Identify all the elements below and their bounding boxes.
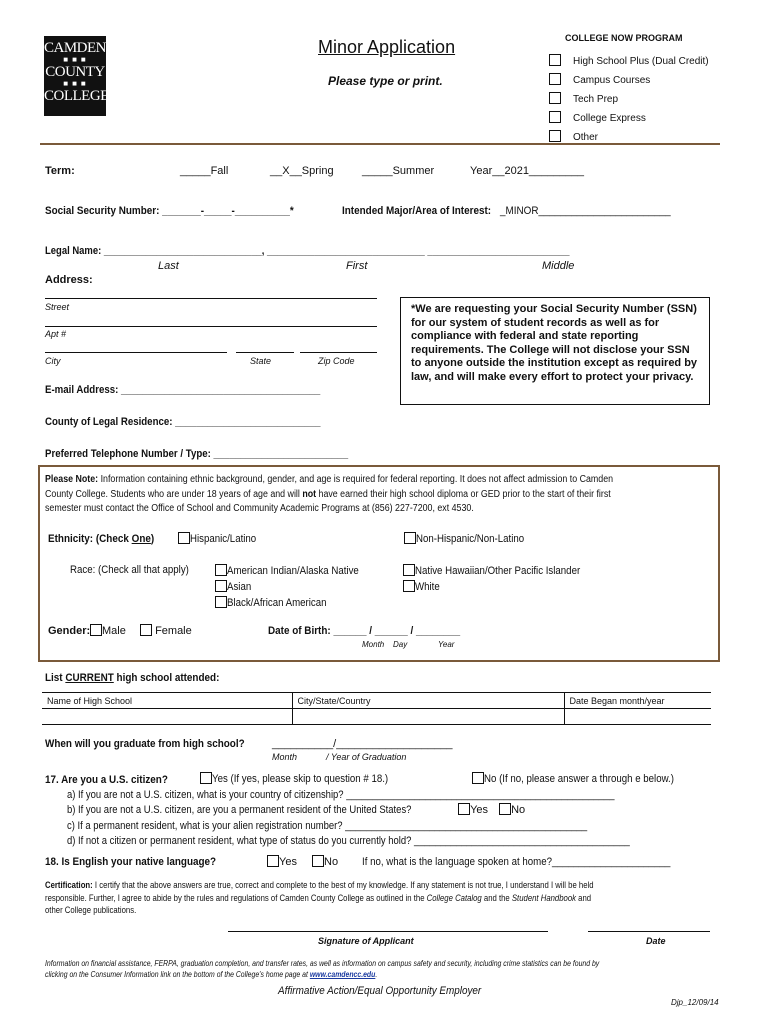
q18-yes-label: Yes <box>279 856 297 868</box>
race-options-right <box>403 563 603 595</box>
graduate-year-caption: / Year of Graduation <box>326 752 407 762</box>
hs-city-cell[interactable] <box>292 709 564 725</box>
q17-d-field[interactable]: d) If not a citizen or permanent resident, what type of status do you currently hold? _________________________________________ <box>67 835 630 847</box>
column-header: City/State/Country <box>292 693 564 709</box>
race-option-label: Asian <box>227 581 252 593</box>
graduate-question: When will you graduate from high school? <box>45 738 245 750</box>
graduate-month-caption: Month <box>272 752 298 762</box>
dob-year-caption: Year <box>438 640 455 649</box>
note-text-2a: County College. Students who are under 18 years of age and will <box>45 488 300 500</box>
ethnicity-label-text: Ethnicity: (Check <box>48 533 129 545</box>
checkbox[interactable] <box>549 111 561 123</box>
form-title: Minor Application <box>318 37 456 57</box>
zip-caption: Zip Code <box>318 356 355 366</box>
program-option[interactable] <box>549 89 709 108</box>
county-field[interactable]: County of Legal Residence: ___________________________ <box>45 416 321 428</box>
q17-b-no-checkbox[interactable] <box>499 803 511 815</box>
note-text-2b: not <box>302 488 317 500</box>
major-label: Intended Major/Area of Interest: <box>342 205 492 217</box>
male-label: Male <box>102 625 126 637</box>
checkbox[interactable] <box>178 532 190 544</box>
high-school-heading <box>45 672 219 684</box>
college-website-link[interactable]: www.camdencc.edu <box>309 970 376 979</box>
checkbox[interactable] <box>215 596 227 608</box>
checkbox[interactable] <box>549 92 561 104</box>
table-row <box>42 709 711 725</box>
hs-date-cell[interactable] <box>564 709 711 725</box>
dob-day-caption: Day <box>393 640 408 649</box>
certification-and-2: and <box>578 892 592 903</box>
note-label: Please Note: <box>45 474 99 485</box>
ssn-notice: *We are requesting your Social Security Number (SSN) for our system of student records as well as for compliance with federal and state reporting requirements. The College will not disclose your SSN to anyone outside the institution except as required by law, and will make every effort to protect your privacy. <box>400 297 710 405</box>
checkbox[interactable] <box>312 855 324 867</box>
city-line[interactable] <box>45 352 227 353</box>
q17-no-label: No (If no, please answer a through e below.) <box>484 773 674 785</box>
certification-and: and the <box>483 892 510 903</box>
dob-month-caption: Month <box>362 640 385 649</box>
footer-info <box>45 958 716 980</box>
q18-followup-field[interactable]: If no, what is the language spoken at home?______________________ <box>362 856 671 868</box>
form-subtitle: Please type or print. <box>328 74 443 88</box>
term-fall[interactable]: _____Fall <box>180 165 229 177</box>
apt-line[interactable] <box>45 326 377 327</box>
street-caption: Street <box>45 302 70 312</box>
race-options-left <box>215 563 377 611</box>
checkbox[interactable] <box>404 532 416 544</box>
certification-label: Certification: <box>45 880 93 890</box>
q17-b-no-label: No <box>511 804 526 816</box>
q18-no-label: No <box>324 856 339 868</box>
checkbox[interactable] <box>403 580 415 592</box>
dob-field[interactable]: Date of Birth: ______ / ______ / ________ <box>268 625 461 637</box>
checkbox[interactable] <box>472 772 484 784</box>
checkbox[interactable] <box>140 624 152 636</box>
certification-text-2: responsible. Further, I agree to abide by the rules and regulations of Camden County College as outlined in the <box>45 892 425 903</box>
form-code: Djp_12/09/14 <box>671 998 719 1007</box>
last-name-caption: Last <box>158 260 179 272</box>
gender-male[interactable] <box>90 624 126 637</box>
apt-caption: Apt # <box>45 329 67 339</box>
checkbox[interactable] <box>215 580 227 592</box>
q17-b <box>67 803 525 816</box>
option-label: Other <box>573 132 599 143</box>
logo-line-3: COLLEGE <box>44 88 109 104</box>
state-caption: State <box>250 356 272 366</box>
phone-field[interactable]: Preferred Telephone Number / Type: _________________________ <box>45 448 349 460</box>
race-option[interactable] <box>403 579 603 595</box>
header-divider <box>40 143 720 145</box>
checkbox[interactable] <box>267 855 279 867</box>
street-line[interactable] <box>45 298 377 299</box>
footer-info-1: Information on financial assistance, FERPA, graduation completion, and transfer rates, as well as information on campus safety and security, including crime statistics can be found by <box>45 959 600 968</box>
middle-name-caption: Middle <box>542 260 575 272</box>
footer-period: . <box>375 970 378 979</box>
program-options <box>549 51 709 146</box>
ethnicity-non-hispanic[interactable] <box>404 532 539 545</box>
note-text-3: semester must contact the Office of School and Community Academic Programs at (856) 227-7200, ext 4530. <box>45 503 474 514</box>
city-caption: City <box>45 356 61 366</box>
ethnicity-close: ) <box>150 533 155 545</box>
hs-label-post: high school attended: <box>116 672 220 684</box>
hispanic-label: Hispanic/Latino <box>190 533 257 545</box>
legal-name-field[interactable]: Legal Name: ______________________________, ______________________________ ___________________________ <box>45 245 570 257</box>
q17-yes[interactable] <box>200 772 412 785</box>
program-option[interactable] <box>549 70 709 89</box>
q17-a-field[interactable]: a) If you are not a U.S. citizen, what is your country of citizenship? ___________________________________________________ <box>67 789 615 801</box>
logo-line-1: CAMDEN <box>44 40 107 56</box>
program-heading: COLLEGE NOW PROGRAM <box>565 33 683 43</box>
hs-label-pre: List <box>45 672 63 684</box>
checkbox[interactable] <box>549 130 561 142</box>
ssn-field[interactable]: Social Security Number: _______-_____-__________* <box>45 205 294 217</box>
race-option[interactable] <box>215 563 377 579</box>
certification <box>45 879 707 917</box>
equal-opportunity-notice: Affirmative Action/Equal Opportunity Employer <box>278 985 482 997</box>
note-text-1: Information containing ethnic background, gender, and age is required for federal reporting. It does not affect admission to Camden <box>100 474 614 485</box>
logo-dots-2: ■ ■ ■ <box>63 79 87 88</box>
program-option[interactable] <box>549 108 709 127</box>
q17-c-field[interactable]: c) If a permanent resident, what is your alien registration number? ______________________________________________ <box>67 820 588 832</box>
term-spring[interactable]: __X__Spring <box>270 165 334 177</box>
logo-dots: ■ ■ ■ <box>63 55 87 64</box>
footer-info-2: clicking on the Consumer Information link on the bottom of the College's home page at <box>45 970 308 979</box>
table-header-row <box>42 693 711 709</box>
email-field[interactable]: E-mail Address: _____________________________________ <box>45 384 321 396</box>
signature-caption: Signature of Applicant <box>318 936 414 946</box>
q18-label: 18. Is English your native language? <box>45 856 217 868</box>
checkbox[interactable] <box>549 73 561 85</box>
term-summer[interactable]: _____Summer <box>362 165 435 177</box>
q17-no[interactable] <box>472 772 700 785</box>
q17-b-yes-label: Yes <box>470 804 489 816</box>
q17-label: 17. Are you a U.S. citizen? <box>45 774 168 786</box>
gender-female[interactable] <box>140 624 192 637</box>
high-school-table <box>42 692 711 725</box>
hs-label-current: CURRENT <box>65 672 114 684</box>
race-label: Race: (Check all that apply) <box>70 564 189 576</box>
first-name-caption: First <box>346 260 368 272</box>
race-option-label: Black/African American <box>227 597 327 609</box>
graduate-field[interactable]: __________/___________________ <box>272 738 453 750</box>
note-text-2c: have earned their high school diploma or GED prior to the start of their first <box>318 488 611 500</box>
q18-no[interactable] <box>312 855 338 868</box>
race-option-label: American Indian/Alaska Native <box>227 565 359 577</box>
term-year[interactable]: Year__2021_________ <box>470 165 584 177</box>
signature-line[interactable] <box>228 931 548 932</box>
term-label: Term: <box>45 165 75 177</box>
major-field[interactable]: _MINOR________________________ <box>500 205 671 217</box>
race-option-label: White <box>415 581 440 593</box>
checkbox[interactable] <box>200 772 212 784</box>
column-header: Date Began month/year <box>564 693 711 709</box>
option-label: College Express <box>573 113 646 124</box>
address-label: Address: <box>45 274 93 286</box>
please-note <box>45 473 718 517</box>
option-label: Campus Courses <box>573 75 651 86</box>
ethnicity-hispanic[interactable] <box>178 532 265 545</box>
q17-b-text: b) If you are not a U.S. citizen, are you a permanent resident of the United States? <box>67 804 412 816</box>
column-header: Name of High School <box>42 693 292 709</box>
date-line[interactable] <box>588 931 710 932</box>
race-option[interactable] <box>215 595 377 611</box>
non-hispanic-label: Non-Hispanic/Non-Latino <box>416 533 525 545</box>
certification-text-3: other College publications. <box>45 905 137 915</box>
hs-name-cell[interactable] <box>42 709 292 725</box>
certification-text-1: I certify that the above answers are true, correct and complete to the best of my knowledge. If any statement is not true, I understand I will be held <box>94 880 594 890</box>
q17-yes-label: Yes (If yes, please skip to question # 18.) <box>212 773 389 785</box>
ethnicity-one: One <box>131 533 151 545</box>
option-label: Tech Prep <box>573 94 619 105</box>
zip-line[interactable] <box>300 352 377 353</box>
checkbox[interactable] <box>215 564 227 576</box>
checkbox[interactable] <box>90 624 102 636</box>
logo-line-2: COUNTY <box>45 64 105 80</box>
race-option-label: Native Hawaiian/Other Pacific Islander <box>415 565 581 577</box>
race-option[interactable] <box>403 563 603 579</box>
gender-label: Gender: <box>48 625 91 637</box>
checkbox[interactable] <box>403 564 415 576</box>
college-logo <box>44 36 109 116</box>
college-catalog: College Catalog <box>426 892 482 903</box>
female-label: Female <box>155 625 192 637</box>
student-handbook: Student Handbook <box>511 892 577 903</box>
option-label: High School Plus (Dual Credit) <box>573 56 709 67</box>
state-line[interactable] <box>236 352 294 353</box>
race-option[interactable] <box>215 579 377 595</box>
ethnicity-label <box>48 533 154 545</box>
q17-b-yes-checkbox[interactable] <box>458 803 470 815</box>
program-option[interactable] <box>549 51 709 70</box>
q18-yes[interactable] <box>267 855 297 868</box>
checkbox[interactable] <box>549 54 561 66</box>
date-caption: Date <box>646 936 666 946</box>
